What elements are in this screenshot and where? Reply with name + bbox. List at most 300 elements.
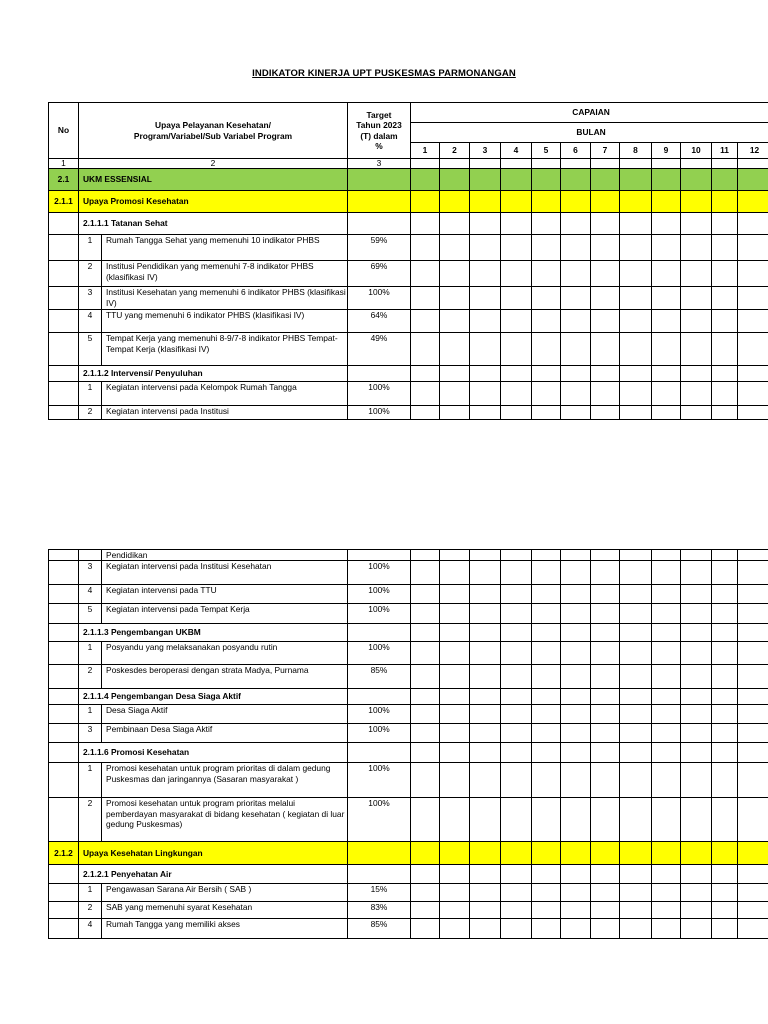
- month-cell: [440, 763, 470, 798]
- indicator-row: [49, 798, 768, 842]
- month-cell: [532, 585, 561, 604]
- month-cell: [620, 705, 652, 724]
- month-cell: [561, 763, 591, 798]
- indicator-text: TTU yang memenuhi 6 indikator PHBS (klasifikasi IV): [102, 310, 348, 333]
- month-cell: [501, 743, 532, 763]
- month-cell: [738, 310, 768, 333]
- indicator-text: Kegiatan intervensi pada Institusi Kesehatan: [102, 561, 348, 585]
- month-cell: [712, 310, 738, 333]
- month-cell: [411, 261, 440, 287]
- indicator-row: [49, 642, 768, 665]
- target-value: 83%: [348, 902, 411, 919]
- empty-cell: [49, 406, 79, 420]
- indicator-row: [49, 261, 768, 287]
- month-cell: [652, 585, 681, 604]
- month-cell: [620, 287, 652, 310]
- month-cell: [501, 865, 532, 884]
- month-cell: [681, 366, 712, 382]
- month-cell: [470, 310, 501, 333]
- month-cell: [738, 287, 768, 310]
- month-cell: [561, 624, 591, 642]
- month-cell: [652, 406, 681, 420]
- empty-cell: [348, 169, 411, 191]
- month-cell: [532, 743, 561, 763]
- month-cell: [620, 842, 652, 865]
- month-cell: [561, 865, 591, 884]
- month-cell: [411, 624, 440, 642]
- month-cell: [440, 287, 470, 310]
- month-cell: [591, 842, 620, 865]
- indicator-text: Pendidikan: [102, 550, 348, 561]
- month-cell: [681, 842, 712, 865]
- month-cell: [738, 763, 768, 798]
- month-cell: [411, 406, 440, 420]
- target-value: 64%: [348, 310, 411, 333]
- month-cell: [501, 689, 532, 705]
- month-cell: [681, 642, 712, 665]
- month-cell: [501, 763, 532, 798]
- month-cell: [712, 624, 738, 642]
- month-cell: [620, 550, 652, 561]
- month-cell: [681, 550, 712, 561]
- month-cell: [738, 169, 768, 191]
- month-cell: [712, 366, 738, 382]
- indicator-text: Kegiatan intervensi pada Kelompok Rumah Tangga: [102, 382, 348, 406]
- month-cell: [532, 902, 561, 919]
- month-cell: [738, 550, 768, 561]
- month-cell: [652, 333, 681, 366]
- month-cell: [532, 604, 561, 624]
- month-cell: [738, 261, 768, 287]
- month-cell: [561, 585, 591, 604]
- item-number: 1: [79, 235, 102, 261]
- target-value: 100%: [348, 798, 411, 842]
- empty-cell: [49, 382, 79, 406]
- indicator-text: Pembinaan Desa Siaga Aktif: [102, 724, 348, 743]
- month-cell: [532, 665, 561, 689]
- month-cell: [591, 665, 620, 689]
- month-cell: [532, 763, 561, 798]
- month-header: 4: [501, 143, 532, 159]
- header-target: Target Tahun 2023 (T) dalam %: [348, 103, 411, 159]
- month-cell: [470, 604, 501, 624]
- month-cell: [712, 213, 738, 235]
- month-cell: [738, 665, 768, 689]
- empty-cell: [49, 624, 79, 642]
- month-cell: [501, 169, 532, 191]
- month-cell: [738, 624, 768, 642]
- month-cell: [501, 919, 532, 939]
- month-cell: [411, 763, 440, 798]
- page-title: INDIKATOR KINERJA UPT PUSKESMAS PARMONANGAN: [252, 68, 516, 79]
- month-cell: [620, 585, 652, 604]
- month-cell: [738, 333, 768, 366]
- month-cell: [652, 213, 681, 235]
- indicator-text: Poskesdes beroperasi dengan strata Madya, Purnama: [102, 665, 348, 689]
- month-cell: [652, 261, 681, 287]
- empty-cell: [49, 705, 79, 724]
- month-cell: [561, 642, 591, 665]
- month-cell: [411, 310, 440, 333]
- month-cell: [561, 235, 591, 261]
- month-cell: [440, 642, 470, 665]
- month-cell: [620, 724, 652, 743]
- month-cell: [620, 642, 652, 665]
- column-number: 1: [49, 159, 79, 169]
- indicator-text: SAB yang memenuhi syarat Kesehatan: [102, 902, 348, 919]
- empty-cell: [79, 550, 102, 561]
- month-cell: [561, 798, 591, 842]
- month-header: 8: [620, 143, 652, 159]
- month-cell: [591, 763, 620, 798]
- month-cell: [620, 310, 652, 333]
- indicator-row: [49, 406, 768, 420]
- month-cell: [681, 585, 712, 604]
- target-value: 100%: [348, 287, 411, 310]
- month-cell: [440, 902, 470, 919]
- month-cell: [532, 382, 561, 406]
- indicator-text: Promosi kesehatan untuk program prioritas di dalam gedung Puskesmas dan jaringannya (Sasaran masyarakat ): [102, 763, 348, 798]
- month-cell: [411, 689, 440, 705]
- month-cell: [712, 550, 738, 561]
- month-cell: [652, 763, 681, 798]
- month-cell: [501, 798, 532, 842]
- month-cell: [470, 624, 501, 642]
- month-cell: [712, 191, 738, 213]
- month-cell: [591, 159, 620, 169]
- month-cell: [501, 191, 532, 213]
- month-cell: [532, 705, 561, 724]
- month-cell: [738, 798, 768, 842]
- item-number: 5: [79, 604, 102, 624]
- month-cell: [532, 561, 561, 585]
- month-cell: [681, 884, 712, 902]
- month-cell: [561, 169, 591, 191]
- month-cell: [591, 333, 620, 366]
- indicator-row: [49, 235, 768, 261]
- month-cell: [411, 902, 440, 919]
- month-cell: [440, 743, 470, 763]
- indicator-row: [49, 884, 768, 902]
- month-cell: [620, 235, 652, 261]
- month-cell: [532, 865, 561, 884]
- month-cell: [712, 919, 738, 939]
- month-cell: [620, 884, 652, 902]
- month-cell: [470, 689, 501, 705]
- month-cell: [712, 865, 738, 884]
- month-cell: [561, 689, 591, 705]
- indicator-row: [49, 382, 768, 406]
- month-cell: [738, 705, 768, 724]
- month-cell: [470, 724, 501, 743]
- month-cell: [591, 310, 620, 333]
- month-cell: [561, 550, 591, 561]
- month-cell: [470, 159, 501, 169]
- section-row: [49, 842, 768, 865]
- month-cell: [411, 169, 440, 191]
- month-cell: [440, 724, 470, 743]
- item-number: 1: [79, 763, 102, 798]
- target-value: 100%: [348, 724, 411, 743]
- month-header: 5: [532, 143, 561, 159]
- month-cell: [411, 235, 440, 261]
- item-number: 2: [79, 902, 102, 919]
- month-cell: [470, 798, 501, 842]
- month-cell: [591, 366, 620, 382]
- month-cell: [712, 902, 738, 919]
- subsection-title: 2.1.1.4 Pengembangan Desa Siaga Aktif: [79, 689, 348, 705]
- month-cell: [470, 665, 501, 689]
- month-cell: [561, 366, 591, 382]
- month-cell: [411, 919, 440, 939]
- month-cell: [652, 561, 681, 585]
- month-cell: [591, 724, 620, 743]
- month-cell: [561, 287, 591, 310]
- month-cell: [561, 191, 591, 213]
- month-cell: [652, 705, 681, 724]
- month-cell: [411, 585, 440, 604]
- section-number: 2.1: [49, 169, 79, 191]
- month-cell: [738, 382, 768, 406]
- empty-cell: [49, 550, 79, 561]
- month-cell: [652, 842, 681, 865]
- month-cell: [470, 287, 501, 310]
- month-cell: [620, 743, 652, 763]
- month-cell: [501, 724, 532, 743]
- month-cell: [652, 169, 681, 191]
- month-cell: [738, 191, 768, 213]
- month-cell: [440, 366, 470, 382]
- month-cell: [620, 159, 652, 169]
- month-cell: [411, 604, 440, 624]
- empty-cell: [348, 865, 411, 884]
- month-cell: [712, 724, 738, 743]
- month-cell: [411, 642, 440, 665]
- month-cell: [501, 550, 532, 561]
- header-row: [49, 103, 768, 123]
- empty-cell: [49, 724, 79, 743]
- empty-cell: [348, 213, 411, 235]
- month-cell: [738, 604, 768, 624]
- month-cell: [532, 366, 561, 382]
- empty-cell: [49, 902, 79, 919]
- month-cell: [532, 333, 561, 366]
- month-cell: [681, 333, 712, 366]
- month-cell: [532, 798, 561, 842]
- month-cell: [738, 743, 768, 763]
- month-cell: [681, 261, 712, 287]
- month-cell: [501, 624, 532, 642]
- month-header: 10: [681, 143, 712, 159]
- month-header: 7: [591, 143, 620, 159]
- month-cell: [738, 235, 768, 261]
- empty-cell: [49, 642, 79, 665]
- header-no: No: [49, 103, 79, 159]
- indicator-row: [49, 724, 768, 743]
- month-cell: [532, 213, 561, 235]
- section-number: 2.1.1: [49, 191, 79, 213]
- target-value: 69%: [348, 261, 411, 287]
- indicator-row: [49, 604, 768, 624]
- header-capaian: CAPAIAN: [411, 103, 768, 123]
- performance-table-bottom: [48, 549, 768, 939]
- item-number: 2: [79, 406, 102, 420]
- subsection-row: [49, 624, 768, 642]
- month-cell: [411, 865, 440, 884]
- month-cell: [501, 642, 532, 665]
- month-cell: [470, 235, 501, 261]
- subsection-title: 2.1.1.6 Promosi Kesehatan: [79, 743, 348, 763]
- indicator-text: Rumah Tangga Sehat yang memenuhi 10 indikator PHBS: [102, 235, 348, 261]
- month-header: 2: [440, 143, 470, 159]
- month-cell: [470, 585, 501, 604]
- month-cell: [411, 159, 440, 169]
- month-cell: [470, 406, 501, 420]
- item-number: 1: [79, 884, 102, 902]
- month-cell: [561, 919, 591, 939]
- month-cell: [681, 406, 712, 420]
- indicator-row: [49, 919, 768, 939]
- month-cell: [411, 287, 440, 310]
- indicator-text: Rumah Tangga yang memiliki akses: [102, 919, 348, 939]
- month-cell: [681, 382, 712, 406]
- subsection-row: [49, 689, 768, 705]
- month-cell: [561, 884, 591, 902]
- month-cell: [591, 213, 620, 235]
- item-number: 1: [79, 382, 102, 406]
- item-number: 1: [79, 642, 102, 665]
- month-cell: [411, 333, 440, 366]
- month-cell: [591, 261, 620, 287]
- indicator-row: [49, 585, 768, 604]
- month-cell: [532, 624, 561, 642]
- month-cell: [532, 550, 561, 561]
- month-cell: [652, 366, 681, 382]
- month-cell: [561, 561, 591, 585]
- month-cell: [501, 213, 532, 235]
- month-cell: [501, 261, 532, 287]
- month-cell: [440, 261, 470, 287]
- empty-cell: [49, 287, 79, 310]
- month-cell: [591, 919, 620, 939]
- indicator-row: [49, 287, 768, 310]
- month-cell: [440, 919, 470, 939]
- month-cell: [532, 169, 561, 191]
- empty-cell: [49, 366, 79, 382]
- empty-cell: [49, 585, 79, 604]
- empty-cell: [348, 624, 411, 642]
- indicator-text: Tempat Kerja yang memenuhi 8-9/7-8 indikator PHBS Tempat-Tempat Kerja (klasifikasi IV): [102, 333, 348, 366]
- continuation-row: [49, 550, 768, 561]
- month-cell: [681, 902, 712, 919]
- month-cell: [440, 689, 470, 705]
- month-cell: [440, 561, 470, 585]
- month-cell: [620, 689, 652, 705]
- month-cell: [440, 169, 470, 191]
- month-cell: [738, 865, 768, 884]
- month-cell: [591, 624, 620, 642]
- month-cell: [470, 902, 501, 919]
- month-cell: [681, 919, 712, 939]
- indicator-row: [49, 310, 768, 333]
- section-title: UKM ESSENSIAL: [79, 169, 348, 191]
- month-cell: [738, 902, 768, 919]
- month-cell: [440, 310, 470, 333]
- month-cell: [501, 842, 532, 865]
- month-cell: [712, 169, 738, 191]
- indicator-row: [49, 763, 768, 798]
- month-cell: [532, 884, 561, 902]
- month-cell: [591, 561, 620, 585]
- empty-cell: [49, 213, 79, 235]
- month-cell: [712, 763, 738, 798]
- month-cell: [738, 842, 768, 865]
- month-cell: [620, 261, 652, 287]
- month-cell: [620, 382, 652, 406]
- month-cell: [470, 191, 501, 213]
- month-cell: [501, 665, 532, 689]
- target-value: 85%: [348, 919, 411, 939]
- item-number: 2: [79, 665, 102, 689]
- month-cell: [501, 159, 532, 169]
- target-value: 59%: [348, 235, 411, 261]
- empty-cell: [348, 366, 411, 382]
- month-cell: [738, 561, 768, 585]
- target-value: 100%: [348, 604, 411, 624]
- month-header: 6: [561, 143, 591, 159]
- month-cell: [681, 865, 712, 884]
- month-cell: [501, 705, 532, 724]
- indicator-text: Kegiatan intervensi pada Institusi: [102, 406, 348, 420]
- month-cell: [411, 884, 440, 902]
- month-cell: [532, 724, 561, 743]
- month-cell: [532, 689, 561, 705]
- month-cell: [591, 902, 620, 919]
- month-cell: [440, 191, 470, 213]
- month-cell: [652, 235, 681, 261]
- month-cell: [501, 310, 532, 333]
- target-value: 100%: [348, 406, 411, 420]
- month-cell: [712, 665, 738, 689]
- month-cell: [681, 743, 712, 763]
- month-cell: [591, 705, 620, 724]
- month-cell: [712, 287, 738, 310]
- item-number: 3: [79, 724, 102, 743]
- target-value: 100%: [348, 382, 411, 406]
- month-cell: [738, 689, 768, 705]
- month-cell: [532, 919, 561, 939]
- month-cell: [681, 798, 712, 842]
- month-cell: [591, 689, 620, 705]
- month-cell: [470, 213, 501, 235]
- subsection-row: [49, 743, 768, 763]
- month-cell: [681, 310, 712, 333]
- empty-cell: [49, 919, 79, 939]
- month-cell: [620, 665, 652, 689]
- target-value: 100%: [348, 585, 411, 604]
- month-cell: [470, 261, 501, 287]
- indicator-row: [49, 705, 768, 724]
- target-value: 100%: [348, 763, 411, 798]
- month-cell: [591, 865, 620, 884]
- month-cell: [620, 406, 652, 420]
- month-cell: [532, 235, 561, 261]
- month-cell: [501, 287, 532, 310]
- indicator-row: [49, 561, 768, 585]
- month-cell: [712, 705, 738, 724]
- indicator-text: Institusi Pendidikan yang memenuhi 7-8 indikator PHBS (klasifikasi IV): [102, 261, 348, 287]
- month-cell: [652, 884, 681, 902]
